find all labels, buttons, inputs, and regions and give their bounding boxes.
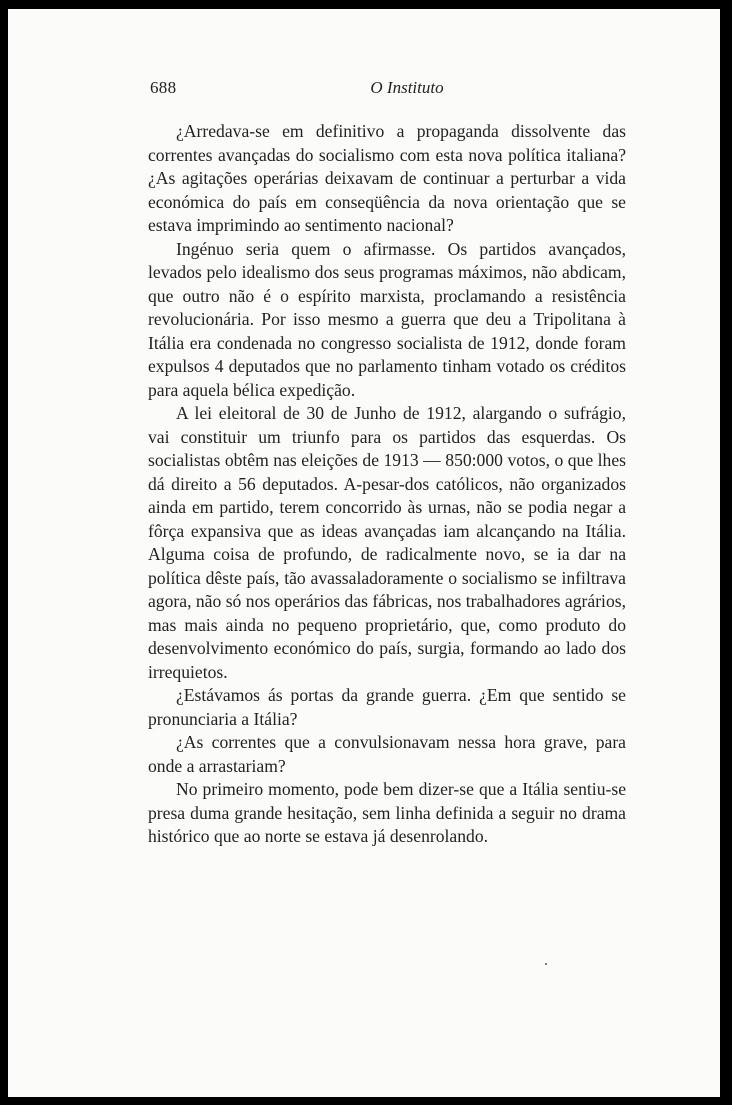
paragraph: Ingénuo seria quem o afirmasse. Os partidos avançados, levados pelo idealismo dos seus programas máximos, não abdicam, que outro não é o espírito marxista, proclamando a resistência revolucionária. Por isso mesmo a guerra que deu a Tripolitana à Itália era condenada no congresso socialista de 1912, donde foram expulsos 4 deputados que no parlamento tinham votado os créditos para aquela bélica expedição.: [148, 238, 626, 400]
body-text: [148, 120, 626, 849]
running-title: O Instituto: [370, 78, 444, 97]
paragraph: ¿As correntes que a convulsionavam nessa hora grave, para onde a arrastariam?: [148, 732, 626, 776]
page-header: [148, 76, 626, 106]
paragraph: ¿Arredava-se em definitivo a propaganda dissolvente das correntes avançadas do socialismo com esta nova política italiana? ¿As agitações operárias deixavam de continuar a perturbar a vida económica do país em conseqüência da nova orientação que se estava imprimindo ao sentimento nacional?: [148, 121, 626, 235]
book-page: [148, 76, 626, 849]
page-number: 688: [150, 78, 177, 97]
paragraph: ¿Estávamos ás portas da grande guerra. ¿Em que sentido se pronunciaria a Itália?: [148, 685, 626, 729]
paragraph: A lei eleitoral de 30 de Junho de 1912, alargando o sufrágio, vai constituir um triunfo para os partidos das esquerdas. Os socialistas obtêm nas eleições de 1913 — 850:000 votos, o que lhes dá direito a 56 deputados. A-pesar-dos católicos, não organizados ainda em partido, terem concorrido às urnas, não se podia negar a fôrça expansiva que as ideas avançadas iam alcançando na Itália. Alguma coisa de profundo, de radicalmente novo, se ia dar na política dêste país, tão avassaladoramente o socialismo se infiltrava agora, não só nos operários das fábricas, nos trabalhadores agrários, mas mais ainda no pequeno proprietário, que, como produto do desenvolvimento económico do país, surgia, formando ao lado dos irrequietos.: [148, 403, 626, 682]
paper-speck: [545, 963, 547, 965]
paragraph: No primeiro momento, pode bem dizer-se que a Itália sentiu-se presa duma grande hesitação, sem linha definida a seguir no drama histórico que ao norte se estava já desenrolando.: [148, 779, 626, 846]
